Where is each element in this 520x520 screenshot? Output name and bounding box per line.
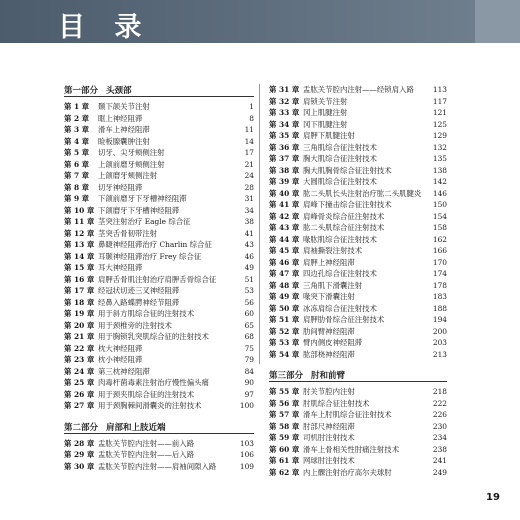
chapter-title: 盂肱关节腔内注射——后入路 [98,450,195,459]
chapter-number: 第 51 章 [269,315,300,324]
toc-entry[interactable] [64,331,254,343]
chapter-page: 238 [432,444,447,454]
toc-entry[interactable] [269,398,447,410]
chapter-number: 第 19 章 [64,309,95,318]
part-number: 第二部分 [64,422,99,433]
chapter-title: 胸大肌胸骨综合征注射技术 [303,165,392,175]
part-heading [64,84,254,97]
chapter-number: 第 11 章 [64,217,95,226]
chapter-page: 34 [244,205,254,215]
chapter-title: 冈下肌腱注射 [303,119,348,129]
toc-entry[interactable] [269,291,447,303]
chapter-number: 第 13 章 [64,240,95,249]
chapter-page: 213 [432,349,447,359]
toc-entry[interactable] [64,274,254,286]
chapter-page: 188 [432,303,447,313]
part-title: 肘和前臂 [311,371,346,381]
toc-entry[interactable] [269,455,447,467]
toc-entry[interactable] [64,147,254,159]
chapter-number: 第 60 章 [269,444,300,454]
chapter-page: 21 [244,159,254,169]
chapter-title: 肩锁关节注射 [303,96,348,106]
chapter-title: 颞下颌关节注射 [98,102,150,111]
chapter-page: 103 [239,438,254,448]
chapter-number: 第 62 章 [269,467,300,477]
chapter-title: 茎突注射治疗 Eagle 综合征 [98,217,191,226]
chapter-title: 三角肌下滑囊注射 [303,280,363,290]
chapter-title: 三角肌综合征注射技术 [303,142,377,152]
chapter-page: 129 [432,131,447,140]
chapter-page: 174 [432,269,447,278]
chapter-page: 154 [432,211,447,221]
chapter-number: 第 44 章 [269,234,300,244]
toc-entry[interactable] [269,409,447,421]
chapter-title: 肋间臂神经阻滞 [303,326,355,336]
chapter-title: 肉毒杆菌毒素注射治疗慢性偏头痛 [98,378,209,387]
toc-entry[interactable] [269,211,447,223]
toc-entry[interactable] [269,303,447,315]
toc-entry[interactable] [64,216,254,228]
chapter-title: 胸大肌综合征注射技术 [303,154,377,163]
toc-entry[interactable] [64,136,254,148]
chapter-title: 肩胛上神经阻滞 [303,257,355,267]
toc-entry[interactable] [269,234,447,246]
toc-entry[interactable] [64,262,254,274]
chapter-number: 第 37 章 [269,154,300,163]
chapter-number: 第 27 章 [64,401,95,410]
chapter-title: 肩袖撕裂注射技术 [303,246,363,255]
chapter-number: 第 61 章 [269,456,300,465]
chapter-number: 第 22 章 [64,343,95,353]
chapter-number: 第 33 章 [269,108,300,117]
toc-entry[interactable] [64,159,254,171]
chapter-title: 滑车上骨相关性肘痛注射技术 [303,444,400,454]
chapter-page: 222 [432,398,447,408]
chapter-number: 第 49 章 [269,292,300,301]
chapter-title: 肘肌综合征注射技术 [303,398,370,408]
chapter-page: 241 [432,456,447,465]
chapter-number: 第 24 章 [64,366,95,376]
toc-entry[interactable] [64,400,254,412]
chapter-title: 用于颈椎旁的注射技术 [98,320,172,330]
toc-entry[interactable] [269,421,447,433]
chapter-title: 枕小神经阻滞 [98,355,143,364]
chapter-number: 第 55 章 [269,387,300,396]
chapter-page: 1 [249,102,254,111]
chapter-title: 内上髁注射治疗高尔夫球肘 [303,467,392,477]
chapter-number: 第 39 章 [269,177,300,186]
chapter-page: 125 [432,119,447,129]
toc-entry[interactable] [64,320,254,332]
chapter-number: 第 12 章 [64,228,95,238]
chapter-number: 第 9 章 [64,194,90,203]
chapter-page: 68 [244,332,254,341]
toc-entry[interactable] [64,297,254,309]
chapter-page: 230 [432,421,447,431]
chapter-number: 第 40 章 [269,188,300,198]
chapter-number: 第 43 章 [269,223,300,232]
toc-entry[interactable] [269,119,447,131]
chapter-title: 用于颈胸棘间滑囊炎的注射技术 [98,401,202,410]
part-number: 第一部分 [64,86,99,96]
toc-entry[interactable] [64,228,254,240]
chapter-title: 枕大神经阻滞 [98,343,143,353]
toc-entry[interactable] [64,101,254,113]
toc-entry[interactable] [64,239,254,251]
chapter-page: 113 [432,85,447,94]
chapter-title: 臂内侧皮神经阻滞 [303,338,363,347]
toc-entry[interactable] [64,182,254,194]
chapter-title: 切牙神经阻滞 [98,182,143,192]
toc-entry[interactable] [269,165,447,177]
chapter-page: 17 [244,148,254,157]
chapter-title: 网球肘注射技术 [303,456,355,465]
chapter-title: 盂肱关节腔内注射——肩袖间隙入路 [98,461,217,471]
chapter-page: 49 [244,263,254,272]
chapter-page: 46 [244,251,254,261]
chapter-number: 第 45 章 [269,246,300,255]
toc-entry[interactable] [269,444,447,456]
toc-entry[interactable] [269,386,447,398]
chapter-page: 158 [432,223,447,232]
chapter-number: 第 30 章 [64,461,95,471]
chapter-number: 第 34 章 [269,119,300,129]
chapter-title: 下颌前磨牙下牙槽神经阻滞 [98,194,187,203]
chapter-title: 冰冻肩综合征注射技术 [303,303,377,313]
chapter-page: 31 [244,194,254,203]
toc-entry[interactable] [269,314,447,326]
toc-entry[interactable] [269,337,447,349]
part-heading [269,369,447,382]
chapter-number: 第 35 章 [269,131,300,140]
chapter-title: 盂肱关节腔内注射——经锁肩入路 [303,85,414,94]
toc-entry[interactable] [64,285,254,297]
toc-entry[interactable] [64,251,254,263]
part-heading [64,421,254,434]
toc-entry[interactable] [269,130,447,142]
chapter-title: 用于颈夹肌综合征的注射技术 [98,389,195,399]
toc-entry[interactable] [269,176,447,188]
chapter-number: 第 46 章 [269,257,300,267]
toc-entry[interactable] [269,268,447,280]
chapter-title: 眶上神经阻滞 [98,113,143,123]
chapter-number: 第 20 章 [64,320,95,330]
chapter-number: 第 2 章 [64,113,90,123]
chapter-number: 第 48 章 [269,280,300,290]
chapter-title: 用于胸锁乳突肌综合征的注射技术 [98,332,209,341]
chapter-number: 第 25 章 [64,378,95,387]
toc-entry[interactable] [269,349,447,361]
chapter-title: 肩峰下撞击综合征注射技术 [303,200,392,209]
toc-entry[interactable] [269,84,447,96]
chapter-number: 第 1 章 [64,102,90,111]
chapter-page: 75 [244,343,254,353]
chapter-number: 第 10 章 [64,205,95,215]
chapter-number: 第 50 章 [269,303,300,313]
chapter-number: 第 36 章 [269,142,300,152]
chapter-number: 第 31 章 [269,85,300,94]
chapter-page: 170 [432,257,447,267]
chapter-title: 喙肱肌综合征注射技术 [303,234,377,244]
toc-entry[interactable] [269,199,447,211]
chapter-number: 第 21 章 [64,332,95,341]
chapter-number: 第 7 章 [64,171,90,180]
chapter-page: 97 [244,389,254,399]
chapter-number: 第 4 章 [64,136,90,146]
chapter-number: 第 3 章 [64,125,90,134]
chapter-title: 肘关节腔内注射 [303,387,355,396]
toc-entry[interactable] [64,113,254,125]
chapter-number: 第 59 章 [269,433,300,442]
toc-entry[interactable] [269,432,447,444]
chapter-title: 肩胛下肌腱注射 [303,131,355,140]
chapter-page: 24 [244,171,254,180]
chapter-title: 第三枕神经阻滞 [98,366,150,376]
chapter-title: 切牙、尖牙颊侧注射 [98,148,165,157]
toc-entry[interactable] [269,153,447,165]
chapter-number: 第 58 章 [269,421,300,431]
chapter-title: 滑车上肘肌综合征注射技术 [303,410,392,419]
chapter-page: 135 [432,154,447,163]
chapter-page: 51 [244,274,254,284]
chapter-number: 第 56 章 [269,398,300,408]
toc-entry[interactable] [269,96,447,108]
chapter-page: 41 [244,228,254,238]
chapter-page: 194 [432,315,447,324]
chapter-number: 第 6 章 [64,159,90,169]
chapter-number: 第 18 章 [64,297,95,307]
chapter-title: 上颌前磨牙颊侧注射 [98,159,165,169]
chapter-page: 109 [239,461,254,471]
toc-entry[interactable] [269,467,447,479]
chapter-title: 肱二头肌长头注射治疗肱二头肌腱炎 [303,188,422,198]
toc-entry[interactable] [64,170,254,182]
chapter-number: 第 8 章 [64,182,90,192]
toc-entry[interactable] [64,366,254,378]
chapter-number: 第 41 章 [269,200,300,209]
chapter-page: 11 [244,125,254,134]
toc-entry[interactable] [269,188,447,200]
chapter-page: 138 [432,165,447,175]
part-number: 第三部分 [269,371,304,381]
chapter-page: 162 [432,234,447,244]
chapter-page: 249 [432,467,447,477]
chapter-page: 234 [432,433,447,442]
chapter-title: 下颌磨牙下牙槽神经阻滞 [98,205,180,215]
toc-entry[interactable] [269,142,447,154]
chapter-page: 90 [244,378,254,387]
chapter-title: 大圆肌综合征注射技术 [303,177,377,186]
chapter-title: 滑车上神经阻滞 [98,125,150,134]
chapter-title: 用于斜方肌综合征的注射技术 [98,309,195,318]
chapter-number: 第 15 章 [64,263,95,272]
chapter-number: 第 47 章 [269,269,300,278]
chapter-number: 第 32 章 [269,96,300,106]
chapter-page: 142 [432,177,447,186]
chapter-title: 肱部桡神经阻滞 [303,349,355,359]
part-title: 头颈部 [106,86,132,96]
chapter-title: 盂肱关节腔内注射——前入路 [98,438,195,448]
toc-left-column [64,84,254,472]
chapter-number: 第 54 章 [269,349,300,359]
toc-entry[interactable] [64,308,254,320]
chapter-page: 60 [244,309,254,318]
page-title: 目 录 [58,12,152,43]
chapter-number: 第 5 章 [64,148,90,157]
toc-entry[interactable] [269,107,447,119]
chapter-number: 第 42 章 [269,211,300,221]
chapter-page: 150 [432,200,447,209]
chapter-page: 178 [432,280,447,290]
chapter-page: 28 [244,182,254,192]
chapter-title: 喙突下滑囊注射 [303,292,355,301]
chapter-title: 耳颞神经阻滞治疗 Frey 综合征 [98,251,202,261]
toc-entry[interactable] [64,438,254,450]
chapter-title: 肱二头肌综合征注射技术 [303,223,385,232]
toc-entry[interactable] [64,193,254,205]
toc-right-column [269,84,447,478]
toc-entry[interactable] [269,326,447,338]
chapter-page: 117 [432,96,447,106]
chapter-page: 38 [244,217,254,226]
toc-entry[interactable] [64,449,254,461]
chapter-number: 第 53 章 [269,338,300,347]
chapter-number: 第 28 章 [64,438,95,448]
toc-entry[interactable] [64,377,254,389]
chapter-title: 肩胛肋骨综合征注射技术 [303,315,385,324]
chapter-page: 183 [432,292,447,301]
chapter-title: 四边孔综合征注射技术 [303,269,377,278]
part-title: 肩部和上肢近端 [106,422,166,433]
chapter-page: 218 [432,387,447,396]
chapter-title: 茎突舌骨韧带注射 [98,228,158,238]
chapter-page: 43 [244,240,254,249]
chapter-title: 耳大神经阻滞 [98,263,143,272]
header-corner-block [475,0,520,43]
toc-entry[interactable] [269,257,447,269]
page-header-banner [0,0,520,43]
toc-entry[interactable] [64,124,254,136]
chapter-page: 79 [244,355,254,364]
chapter-title: 睑板腺囊肿注射 [98,136,150,146]
chapter-number: 第 14 章 [64,251,95,261]
toc-entry[interactable] [64,461,254,473]
chapter-title: 司机肘注射技术 [303,433,355,442]
chapter-number: 第 38 章 [269,165,300,175]
toc-entry[interactable] [269,280,447,292]
chapter-number: 第 52 章 [269,326,300,336]
chapter-title: 上颌磨牙颊侧注射 [98,171,158,180]
chapter-number: 第 17 章 [64,286,95,295]
chapter-page: 84 [244,366,254,376]
chapter-number: 第 26 章 [64,389,95,399]
chapter-page: 203 [432,338,447,347]
chapter-number: 第 23 章 [64,355,95,364]
chapter-page: 8 [249,113,254,123]
chapter-page: 53 [244,286,254,295]
toc-entry[interactable] [64,343,254,355]
chapter-page: 121 [432,108,447,117]
chapter-page: 14 [244,136,254,146]
toc-entry[interactable] [64,205,254,217]
chapter-page: 166 [432,246,447,255]
page-number: 19 [486,492,500,503]
chapter-title: 经鼻入路蝶腭神经节阻滞 [98,297,180,307]
chapter-number: 第 29 章 [64,450,95,459]
chapter-title: 经冠状切迹三叉神经阻滞 [98,286,180,295]
chapter-page: 200 [432,326,447,336]
chapter-title: 肩胛舌骨肌注射治疗肩胛舌骨综合征 [98,274,217,284]
chapter-page: 226 [432,410,447,419]
chapter-page: 132 [432,142,447,152]
toc-entry[interactable] [64,389,254,401]
toc-entry[interactable] [269,222,447,234]
chapter-title: 肩峰骨炎综合征注射技术 [303,211,385,221]
chapter-number: 第 16 章 [64,274,95,284]
column-divider [259,84,260,364]
chapter-page: 56 [244,297,254,307]
chapter-title: 鼻睫神经阻滞治疗 Charlin 综合征 [98,240,212,249]
chapter-number: 第 57 章 [269,410,300,419]
chapter-page: 100 [239,401,254,410]
toc-entry[interactable] [269,245,447,257]
chapter-page: 146 [432,188,447,198]
chapter-title: 冈上肌腱注射 [303,108,348,117]
chapter-page: 106 [239,450,254,459]
chapter-page: 65 [244,320,254,330]
chapter-title: 肘部尺神经阻滞 [303,421,355,431]
toc-entry[interactable] [64,354,254,366]
